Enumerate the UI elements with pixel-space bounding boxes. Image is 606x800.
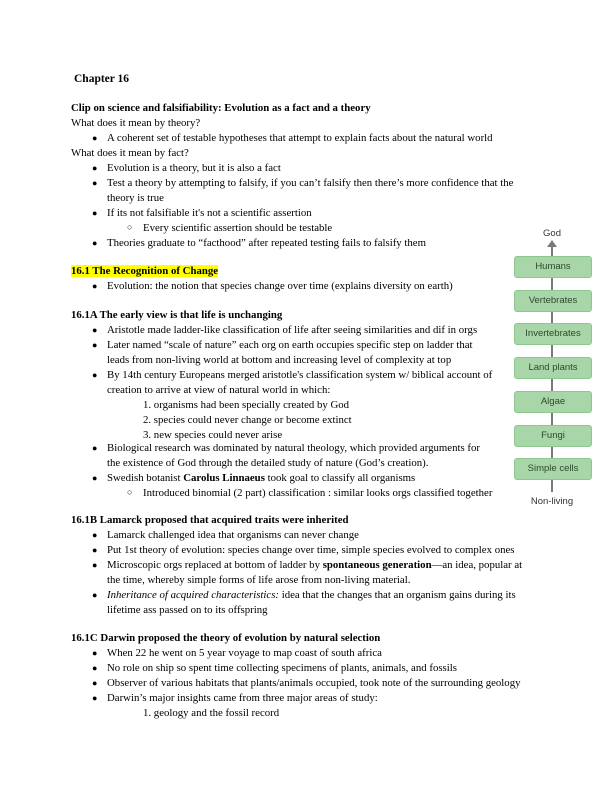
bullet-icon: ● (92, 281, 98, 291)
ladder-bottom-label: Non-living (530, 496, 574, 507)
section-heading: 16.1C Darwin proposed the theory of evolution by natural selection (71, 632, 381, 644)
highlighted-heading: 16.1 The Recognition of Change (71, 265, 219, 277)
bullet-icon: ● (92, 545, 98, 555)
ladder-step: Algae (514, 391, 592, 413)
bullet-text: Evolution is a theory, but it is also a fact (107, 162, 281, 174)
numbered-item: 1. organisms had been specially created by God (143, 399, 350, 411)
bullet-text: Evolution: the notion that species change over time (explains diversity on earth) (107, 280, 453, 292)
bullet-icon: ● (92, 590, 98, 600)
bullet-icon: ● (92, 238, 98, 248)
italic-term: Inheritance of acquired characteristics: (107, 589, 280, 601)
bullet-icon: ● (92, 325, 98, 335)
ladder-step: Fungi (514, 425, 592, 447)
bullet-text: When 22 he went on 5 year voyage to map coast of south africa (107, 647, 382, 659)
bullet-icon: ● (92, 340, 98, 350)
sub-bullet-text: Every scientific assertion should be testable (143, 222, 333, 234)
bullet-text: Darwin’s major insights came from three major areas of study: (107, 692, 378, 704)
bold-term: Carolus Linnaeus (183, 472, 265, 484)
bullet-text: Aristotle made ladder-like classification of life after seeing similarities and dif in orgs (107, 324, 478, 336)
ladder-top-label: God (543, 228, 561, 239)
bullet-icon: ● (92, 133, 98, 143)
bullet-text: Observer of various habitats that plants/animals occupied, took note of the surrounding geology (107, 677, 521, 689)
scale-of-nature-figure (506, 222, 598, 512)
ladder-step: Simple cells (514, 458, 592, 480)
section-heading: 16.1A The early view is that life is unchanging (71, 309, 283, 321)
bullet-text: Biological research was dominated by natural theology, which provided arguments for (107, 442, 480, 454)
bullet-text-cont: the time, whereby simple forms of life arose from non-living material. (107, 574, 411, 586)
chapter-heading: Chapter 16 (74, 73, 130, 85)
ladder-step: Land plants (514, 357, 592, 379)
question-text: What does it mean by fact? (71, 147, 189, 159)
bullet-text: Microscopic orgs replaced at bottom of ladder by spontaneous generation—an idea, popular at (107, 559, 523, 571)
section-heading: Clip on science and falsifiability: Evolution as a fact and a theory (71, 102, 371, 114)
numbered-item: 3. new species could never arise (143, 429, 283, 441)
bullet-icon: ● (92, 530, 98, 540)
bullet-icon: ● (92, 663, 98, 673)
bullet-icon: ● (92, 678, 98, 688)
bullet-text: Inheritance of acquired characteristics: idea that the changes that an organism gains during its (107, 589, 516, 601)
bold-term: spontaneous generation (322, 559, 432, 571)
bullet-icon: ● (92, 208, 98, 218)
bullet-icon: ● (92, 473, 98, 483)
bullet-icon: ● (92, 163, 98, 173)
sub-bullet-text: Introduced binomial (2 part) classification : similar looks orgs classified together (143, 487, 493, 499)
bullet-text-cont: theory is true (107, 192, 164, 204)
sub-bullet-icon: ○ (127, 222, 133, 232)
bullet-icon: ● (92, 560, 98, 570)
bullet-icon: ● (92, 693, 98, 703)
bullet-text: If its not falsifiable it's not a scientific assertion (107, 207, 312, 219)
bullet-text: Later named “scale of nature” each org on earth occupies specific step on ladder that (107, 339, 473, 351)
bullet-icon: ● (92, 370, 98, 380)
bullet-text: Test a theory by attempting to falsify, if you can’t falsify then there’s more confidence that the (107, 177, 514, 189)
bullet-text: A coherent set of testable hypotheses that attempt to explain facts about the natural world (107, 132, 493, 144)
ladder-step: Humans (514, 256, 592, 278)
section-heading (71, 264, 218, 279)
bullet-text-cont: creation to arrive at view of natural world in which: (107, 384, 331, 396)
bullet-text: No role on ship so spent time collecting specimens of plants, animals, and fossils (107, 662, 457, 674)
bullet-text: Lamarck challenged idea that organisms can never change (107, 529, 359, 541)
bullet-text: Put 1st theory of evolution: species change over time, simple species evolved to complex ones (107, 544, 515, 556)
bullet-text: By 14th century Europeans merged aristotle's classification system w/ biblical account of (107, 369, 493, 381)
numbered-item: 2. species could never change or become extinct (143, 414, 352, 426)
bullet-text-cont: leads from non-living world at bottom and increasing level of complexity at top (107, 354, 452, 366)
bullet-text: Swedish botanist Carolus Linnaeus took goal to classify all organisms (107, 472, 416, 484)
ladder-step: Vertebrates (514, 290, 592, 312)
question-text: What does it mean by theory? (71, 117, 201, 129)
numbered-item: 1. geology and the fossil record (143, 707, 280, 719)
sub-bullet-icon: ○ (127, 487, 133, 497)
ladder-step: Invertebrates (514, 323, 592, 345)
bullet-icon: ● (92, 178, 98, 188)
section-heading: 16.1B Lamarck proposed that acquired traits were inherited (71, 514, 349, 526)
bullet-text: Theories graduate to “facthood” after repeated testing fails to falsify them (107, 237, 426, 249)
bullet-text-cont: the existence of God through the detailed study of nature (God’s creation). (107, 457, 429, 469)
bullet-icon: ● (92, 648, 98, 658)
bullet-text-cont: lifetime ass passed on to its offspring (107, 604, 268, 616)
bullet-icon: ● (92, 443, 98, 453)
